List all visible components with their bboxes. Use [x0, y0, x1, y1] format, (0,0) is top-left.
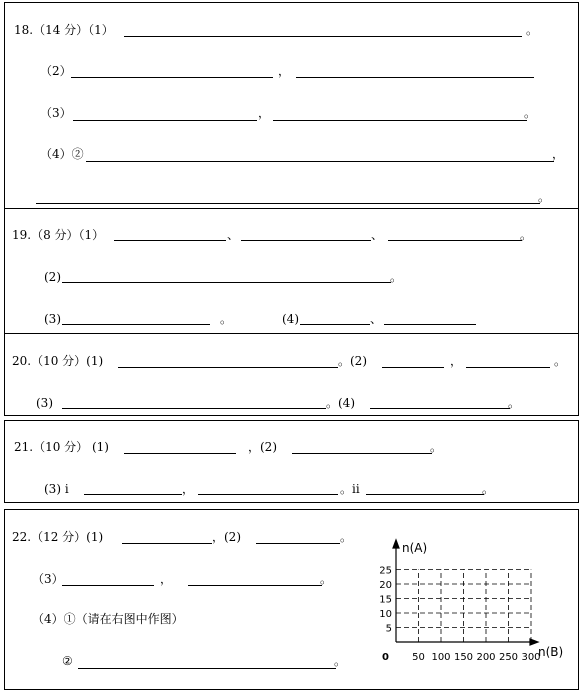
q19-4a-blank[interactable]	[300, 324, 370, 325]
q21-2-blank[interactable]	[292, 453, 432, 454]
q19-1b-blank[interactable]	[241, 240, 371, 241]
q22-4b-label: ②	[62, 654, 73, 668]
y-tick-label: 25	[379, 565, 392, 577]
q19-4-label: (4)	[282, 312, 299, 326]
q18-2-sep: ，	[278, 64, 291, 78]
q18-4b-blank[interactable]	[36, 203, 540, 204]
q18-4a-blank[interactable]	[86, 161, 554, 162]
origin-label: 0	[382, 652, 389, 663]
x-tick-label: 50	[412, 652, 425, 663]
q21-3-label: (3) i	[44, 482, 69, 496]
q19-2-blank[interactable]	[62, 282, 391, 283]
q21-2-label: ，(2)	[248, 440, 277, 454]
x-tick-label: 200	[476, 652, 496, 663]
q21-3-ii-label: 。ii	[340, 482, 360, 496]
q21-3-sep: ，	[182, 482, 195, 496]
q20-3-label: (3)	[36, 396, 53, 410]
q22-2-label: ，(2)	[212, 530, 241, 544]
q21-label: 21.（10 分） (1)	[14, 440, 109, 454]
q18-3b-blank[interactable]	[273, 120, 527, 121]
q19-label: 19.（8 分）（1）	[12, 228, 105, 242]
q21-2-end: 。	[430, 440, 443, 454]
nA-nB-graph[interactable]	[374, 536, 578, 666]
q22-4b-blank[interactable]	[78, 668, 336, 669]
q22-2-end: 。	[340, 530, 353, 544]
x-tick-label: 250	[498, 652, 519, 663]
q18-3-label: （3）	[40, 106, 72, 120]
q18-1-blank[interactable]	[124, 36, 522, 37]
q19-2-label: (2)	[44, 270, 61, 284]
q22-3b-blank[interactable]	[188, 585, 322, 586]
q19-3-blank[interactable]	[62, 324, 210, 325]
q18-2a-blank[interactable]	[71, 77, 273, 78]
q19-1-end: 。	[520, 228, 533, 242]
q18-3-end: 。	[524, 106, 537, 120]
y-tick-label: 15	[379, 594, 392, 606]
q20-label: 20.（10 分）(1)	[12, 354, 104, 368]
q19-1-sep2: 、	[371, 228, 384, 242]
q19-3-label: (3)	[44, 312, 61, 326]
q20-4-label: 。(4)	[326, 396, 355, 410]
q20-box	[4, 333, 579, 416]
q22-3-label: （3）	[32, 572, 64, 586]
x-tick-label: 100	[431, 652, 451, 663]
x-axis-arrow	[530, 639, 538, 645]
q19-1-sep1: 、	[227, 228, 240, 242]
q18-2-label: （2）	[40, 64, 72, 78]
y-axis-title: n(A)	[402, 541, 428, 555]
q20-2a-blank[interactable]	[382, 367, 444, 368]
q20-2-end: 。	[554, 354, 567, 368]
q21-3c-blank[interactable]	[366, 494, 484, 495]
q22-4-label: （4）①（请在右图中作图）	[32, 612, 184, 626]
y-tick-label: 20	[379, 580, 392, 591]
q19-1a-blank[interactable]	[114, 240, 226, 241]
q18-2b-blank[interactable]	[296, 77, 534, 78]
q20-2b-blank[interactable]	[466, 367, 550, 368]
q18-4-end: ，	[552, 147, 565, 161]
q19-4b-blank[interactable]	[384, 324, 476, 325]
q18-4-label: （4）②	[40, 147, 84, 161]
q22-label: 22.（12 分）(1)	[12, 530, 104, 544]
q22-3-sep: ，	[160, 572, 173, 586]
q22-4b-end: 。	[334, 654, 347, 668]
q18-3a-blank[interactable]	[73, 120, 257, 121]
q20-1-blank[interactable]	[118, 367, 338, 368]
q19-4-sep: 、	[370, 312, 383, 326]
q22-1-blank[interactable]	[122, 543, 212, 544]
q18-label: 18.（14 分）（1）	[14, 23, 114, 37]
q18-3-sep: ，	[258, 106, 271, 120]
q20-2-label: 。(2)	[338, 354, 367, 368]
q20-2-sep: ，	[450, 354, 463, 368]
q21-3b-blank[interactable]	[198, 494, 338, 495]
q19-3-end: 。	[220, 312, 233, 326]
q22-2-blank[interactable]	[256, 543, 340, 544]
q19-2-end: 。	[390, 270, 403, 284]
q20-4-end: 。	[508, 396, 521, 410]
q21-1-blank[interactable]	[124, 453, 236, 454]
x-axis-title: n(B)	[538, 645, 564, 659]
q19-1c-blank[interactable]	[388, 240, 522, 241]
q20-4-blank[interactable]	[370, 408, 510, 409]
y-tick-label: 10	[379, 609, 392, 620]
q18-1-end: 。	[526, 23, 539, 37]
q21-3a-blank[interactable]	[84, 494, 182, 495]
y-axis-arrow	[393, 540, 399, 548]
y-tick-label: 5	[385, 623, 392, 635]
q18-4b-end: 。	[538, 190, 551, 204]
q22-3-end: 。	[320, 572, 333, 586]
x-tick-label: 300	[521, 652, 541, 663]
x-tick-label: 150	[453, 652, 474, 663]
q21-3-end: 。	[482, 482, 495, 496]
q20-3-blank[interactable]	[62, 408, 326, 409]
q22-3a-blank[interactable]	[62, 585, 154, 586]
